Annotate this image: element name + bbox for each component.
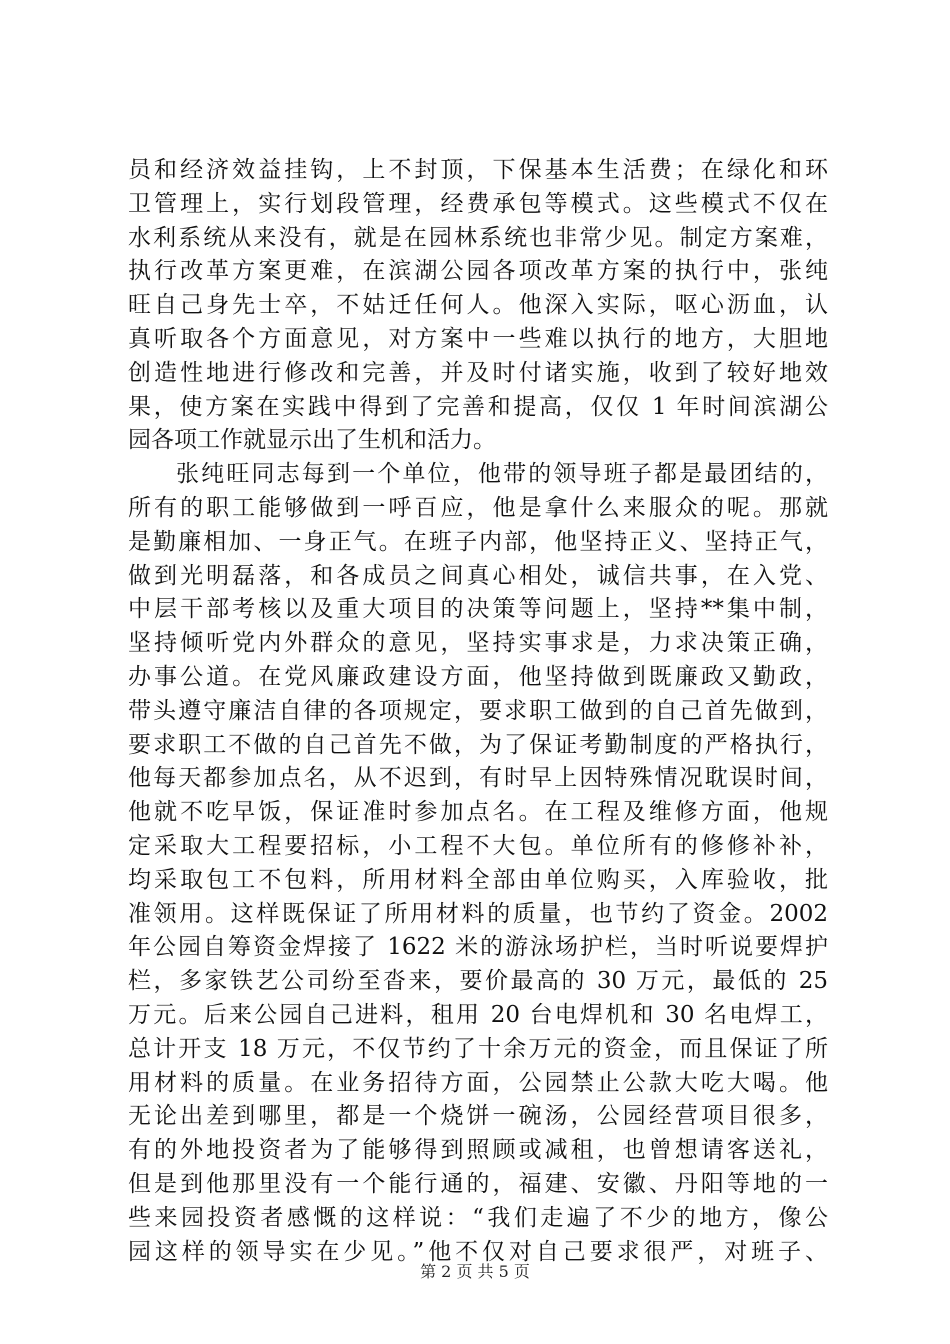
text-line: 有的外地投资者为了能够得到照顾或减租，也曾想请客送礼，: [128, 1137, 828, 1164]
text-line: 带头遵守廉洁自律的各项规定，要求职工做到的自己首先做到，: [128, 697, 828, 724]
text-line: 中层干部考核以及重大项目的决策等问题上，坚持**集中制，: [128, 596, 828, 623]
text-line: 卫管理上，实行划段管理，经费承包等模式。这些模式不仅在: [128, 190, 828, 217]
paragraph: [128, 154, 828, 458]
document-body: [128, 154, 828, 1269]
text-line: 真听取各个方面意见，对方案中一些难以执行的地方，大胆地: [128, 325, 828, 352]
text-line: 用材料的质量。在业务招待方面，公园禁止公款大吃大喝。他: [128, 1069, 828, 1096]
text-line: 旺自己身先士卒，不姑迁任何人。他深入实际，呕心沥血，认: [128, 292, 828, 319]
text-line: 但是到他那里没有一个能行通的，福建、安徽、丹阳等地的一: [128, 1170, 828, 1197]
text-line: 准领用。这样既保证了所用材料的质量，也节约了资金。2002: [128, 900, 828, 927]
text-line: 总计开支 18 万元，不仅节约了十余万元的资金，而且保证了所: [128, 1035, 828, 1062]
text-line: 定采取大工程要招标，小工程不大包。单位所有的修修补补，: [128, 832, 828, 859]
text-line: 办事公道。在党风廉政建设方面，他坚持做到既廉政又勤政，: [128, 663, 828, 690]
text-line: 园这样的领导实在少见。”他不仅对自己要求很严，对班子、: [128, 1238, 828, 1265]
text-line: 些来园投资者感慨的这样说：“我们走遍了不少的地方，像公: [128, 1204, 828, 1231]
text-line: 水利系统从来没有，就是在园林系统也非常少见。制定方案难，: [128, 224, 828, 251]
text-line: 所有的职工能够做到一呼百应，他是拿什么来服众的呢。那就: [128, 494, 828, 521]
text-line: 他就不吃早饭，保证准时参加点名。在工程及维修方面，他规: [128, 799, 828, 826]
text-line: 果，使方案在实践中得到了完善和提高，仅仅 1 年时间滨湖公: [128, 393, 828, 420]
text-line: 无论出差到哪里，都是一个烧饼一碗汤，公园经营项目很多，: [128, 1103, 828, 1130]
text-line: 均采取包工不包料，所用材料全部由单位购买，入库验收，批: [128, 866, 828, 893]
text-line: 员和经济效益挂钩，上不封顶，下保基本生活费；在绿化和环: [128, 157, 828, 183]
text-line: 栏，多家铁艺公司纷至沓来，要价最高的 30 万元，最低的 25: [128, 968, 828, 995]
text-line: 他每天都参加点名，从不迟到，有时早上因特殊情况耽误时间，: [128, 765, 828, 792]
text-line: 张纯旺同志每到一个单位，他带的领导班子都是最团结的，: [176, 461, 828, 488]
text-line: 执行改革方案更难，在滨湖公园各项改革方案的执行中，张纯: [128, 258, 828, 285]
text-line: 做到光明磊落，和各成员之间真心相处，诚信共事，在入党、: [128, 562, 828, 589]
text-line: 年公园自筹资金焊接了 1622 米的游泳场护栏，当时听说要焊护: [128, 934, 828, 961]
paragraph: [128, 458, 828, 1269]
text-line: 园各项工作就显示出了生机和活力。: [128, 427, 496, 454]
text-line: 要求职工不做的自己首先不做，为了保证考勤制度的严格执行，: [128, 731, 828, 758]
text-line: 是勤廉相加、一身正气。在班子内部，他坚持正义、坚持正气，: [128, 528, 828, 555]
text-line: 创造性地进行修改和完善，并及时付诸实施，收到了较好地效: [128, 359, 828, 386]
text-line: 坚持倾听党内外群众的意见，坚持实事求是，力求决策正确，: [128, 630, 828, 657]
text-line: 万元。后来公园自己进料，租用 20 台电焊机和 30 名电焊工，: [128, 1001, 828, 1028]
page-number-footer: 第 2 页 共 5 页: [420, 1262, 530, 1281]
